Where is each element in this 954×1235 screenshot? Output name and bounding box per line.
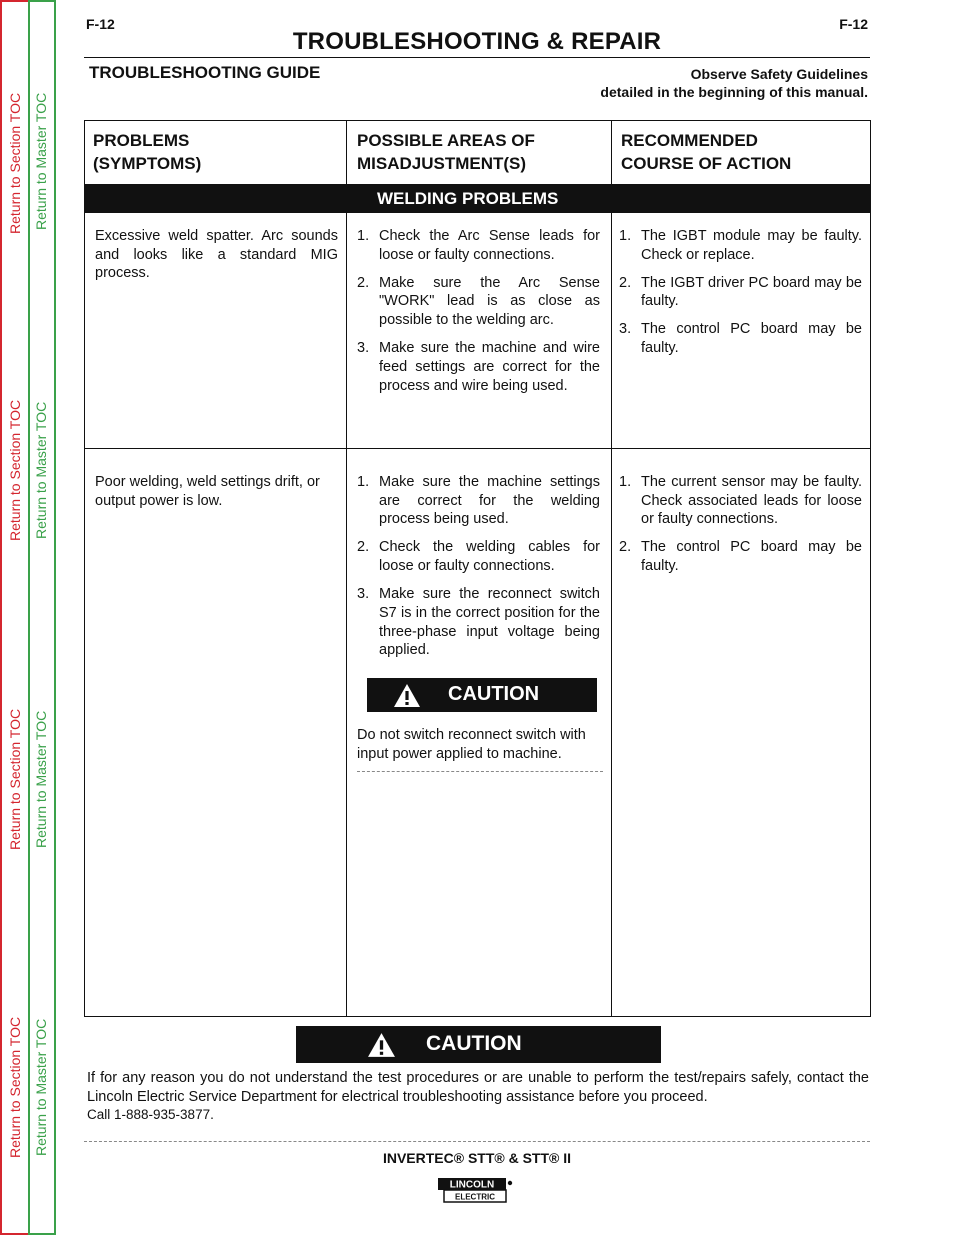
actions-cell <box>619 227 862 367</box>
item-number: 3. <box>619 321 632 338</box>
item-number: 2. <box>357 274 370 291</box>
list-item <box>357 274 600 330</box>
col-header-areas <box>357 129 535 175</box>
list-item <box>619 538 862 575</box>
areas-cell <box>357 227 600 405</box>
page-number-left: F-12 <box>86 16 115 32</box>
actions-cell <box>619 473 862 585</box>
footer-divider <box>84 1141 870 1142</box>
caution-banner <box>296 1026 661 1063</box>
col-header-problems <box>93 129 201 175</box>
item-text: Make sure the machine settings are correct for the welding process being used. <box>379 474 600 528</box>
problem-cell: Poor welding, weld settings drift, or output power is low. <box>95 474 320 509</box>
col-header-line: COURSE OF ACTION <box>621 154 792 173</box>
column-divider <box>346 121 347 1016</box>
return-master-toc-link[interactable]: Return to Master TOC <box>33 710 49 848</box>
item-text: Make sure the Arc Sense "WORK" lead is as close as possible to the welding arc. <box>379 274 600 329</box>
list-item <box>357 227 600 264</box>
item-number: 2. <box>619 274 632 291</box>
item-text: Check the welding cables for loose or faulty connections. <box>379 539 600 575</box>
col-header-line: (SYMPTOMS) <box>93 154 202 173</box>
col-header-line: PROBLEMS <box>93 131 190 150</box>
section-band <box>85 184 870 213</box>
problem-cell: Excessive weld spatter. Arc sounds and looks like a standard MIG process. <box>95 228 338 282</box>
return-master-toc-link[interactable]: Return to Master TOC <box>33 401 49 539</box>
product-name: INVERTEC® STT® & STT® II <box>382 1150 572 1166</box>
item-number: 2. <box>619 539 632 556</box>
caution-label: CAUTION <box>448 683 540 705</box>
caution-label: CAUTION <box>426 1032 522 1055</box>
item-number: 3. <box>357 586 370 603</box>
item-number: 1. <box>357 228 370 244</box>
page-number-right: F-12 <box>839 16 868 32</box>
page-title: TROUBLESHOOTING & REPAIR <box>292 28 662 55</box>
item-text: Check the Arc Sense leads for loose or faulty connections. <box>379 228 600 263</box>
item-number: 1. <box>357 474 370 490</box>
return-section-toc-link[interactable]: Return to Section TOC <box>7 399 23 541</box>
col-header-line: POSSIBLE AREAS OF <box>357 131 535 150</box>
list-item <box>357 585 600 660</box>
return-section-toc-link[interactable]: Return to Section TOC <box>7 1016 23 1158</box>
item-text: The IGBT module may be faulty. Check or replace. <box>641 228 862 263</box>
return-section-toc-link[interactable]: Return to Section TOC <box>7 92 23 234</box>
list-item <box>619 227 862 264</box>
safety-note <box>600 65 868 101</box>
lincoln-electric-logo <box>437 1176 515 1204</box>
dashed-divider <box>357 771 603 772</box>
item-number: 1. <box>619 228 632 244</box>
return-master-toc-link[interactable]: Return to Master TOC <box>33 92 49 230</box>
warning-icon <box>393 683 421 708</box>
troubleshooting-table <box>84 120 871 1017</box>
guide-label: TROUBLESHOOTING GUIDE <box>89 63 321 82</box>
list-item <box>619 473 862 529</box>
areas-cell <box>357 473 600 669</box>
safety-note-line1: Observe Safety Guidelines <box>690 66 868 82</box>
col-header-line: RECOMMENDED <box>621 131 758 150</box>
return-section-toc-link[interactable]: Return to Section TOC <box>7 708 23 850</box>
list-item <box>357 339 600 395</box>
item-text: The control PC board may be faulty. <box>641 321 862 357</box>
item-number: 3. <box>357 340 370 357</box>
item-text: The control PC board may be faulty. <box>641 539 862 575</box>
title-rule <box>84 57 870 58</box>
column-divider <box>611 121 612 1016</box>
item-text: The current sensor may be faulty. Check associated leads for loose or faulty connections. <box>641 474 862 528</box>
service-phone: Call 1-888-935-3877. <box>87 1107 214 1122</box>
safety-note-line2: detailed in the beginning of this manual. <box>600 84 868 100</box>
list-item <box>619 320 862 357</box>
item-number: 2. <box>357 539 370 556</box>
col-header-line: MISADJUSTMENT(S) <box>357 154 527 173</box>
caution-text: Do not switch reconnect switch with input power applied to machine. <box>357 727 586 762</box>
caution-notice: If for any reason you do not understand the test procedures or are unable to perform the test/repairs safely, contact the Lincoln Electric Service Department for electrical troubleshooting assistance before you proceed. <box>87 1070 869 1105</box>
warning-icon <box>367 1032 396 1058</box>
section-band-label: WELDING PROBLEMS <box>377 189 559 208</box>
row-divider <box>85 448 870 449</box>
logo-mark <box>437 1176 515 1204</box>
col-header-actions <box>621 129 791 175</box>
item-text: Make sure the machine and wire feed settings are correct for the process and wire being used. <box>379 340 600 394</box>
list-item <box>357 473 600 529</box>
inline-caution-banner <box>367 678 597 712</box>
list-item <box>357 538 600 575</box>
item-text: Make sure the reconnect switch S7 is in the correct position for the three-phase input voltage being applied. <box>379 586 600 659</box>
return-master-toc-link[interactable]: Return to Master TOC <box>33 1018 49 1156</box>
item-text: The IGBT driver PC board may be faulty. <box>641 274 862 310</box>
list-item <box>619 274 862 311</box>
logo-top-text: LINCOLN <box>449 1179 495 1191</box>
logo-bottom-text: ELECTRIC <box>455 1192 495 1202</box>
item-number: 1. <box>619 474 632 490</box>
